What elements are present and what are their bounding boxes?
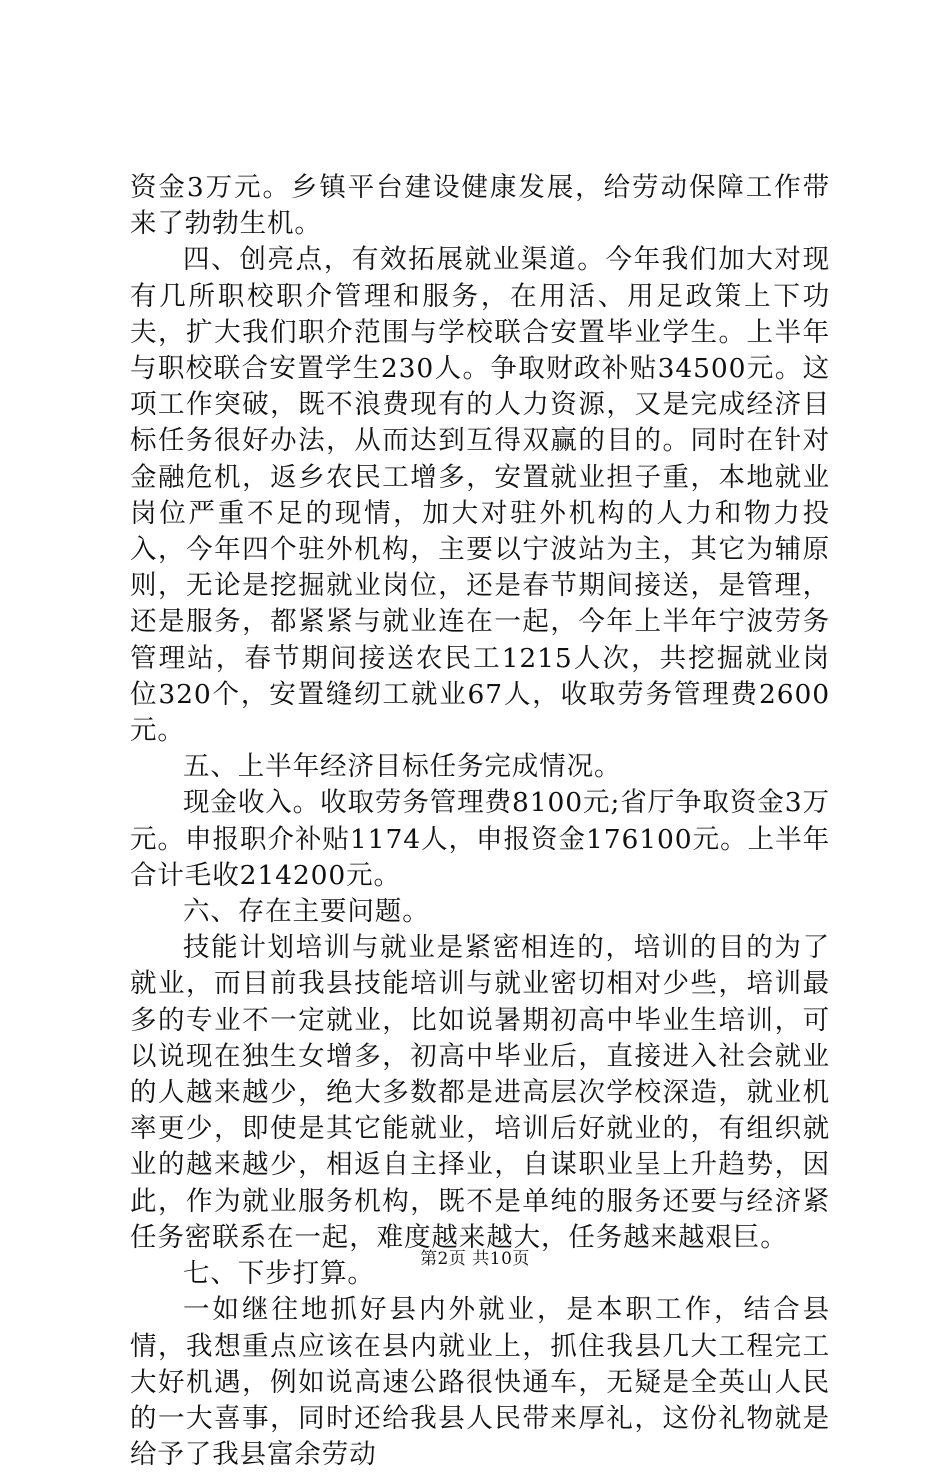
paragraph-4: 现金收入。收取劳务管理费8100元;省厅争取资金3万元。申报职介补贴1174人，申报资金176100元。上半年合计毛收214200元。 (130, 787, 830, 891)
paragraph-1: 资金3万元。乡镇平台建设健康发展，给劳动保障工作带来了勃勃生机。 (130, 172, 830, 240)
paragraph-2: 四、创亮点，有效拓展就业渠道。今年我们加大对现有几所职校职介管理和服务，在用活、用足政策上下功夫，扩大我们职介范围与学校联合安置毕业学生。上半年与职校联合安置学生230人。争取财政补贴34500元。这项工作突破，既不浪费现有的人力资源，又是完成经济目标任务很好办法，从而达到互得双赢的目的。同时在针对金融危机，返乡农民工增多，安置就业担子重，本地就业岗位严重不足的现情，加大对驻外机构的人力和物力投入，今年四个驻外机构，主要以宁波站为主，其它为辅原则，无论是挖掘就业岗位，还是春节期间接送，是管理，还是服务，都紧紧与就业连在一起，今年上半年宁波劳务管理站，春节期间接送农民工1215人次，共挖掘就业岗位320个，安置缝纫工就业67人，收取劳务管理费2600元。 (130, 244, 830, 747)
paragraph-8: 一如继往地抓好县内外就业，是本职工作，结合县情，我想重点应该在县内就业上，抓住我县几大工程完工大好机遇，例如说高速公路很快通车，无疑是全英山人民的一大喜事，同时还给我县人民带来厚礼，这份礼物就是给予了我县富余劳动 (130, 1294, 830, 1471)
paragraph-6: 技能计划培训与就业是紧密相连的，培训的目的为了就业，而目前我县技能培训与就业密切相对少些，培训最多的专业不一定就业，比如说暑期初高中毕业生培训，可以说现在独生女增多，初高中毕业后，直接进入社会就业的人越来越少，绝大多数都是进高层次学校深造，就业机率更少，即使是其它能就业，培训后好就业的，有组织就业的越来越少，相返自主择业，自谋职业呈上升趋势，因此，作为就业服务机构，既不是单纯的服务还要与经济紧任务密联系在一起，难度越来越大，任务越来越艰巨。 (130, 932, 830, 1253)
page-footer: 第2页 共10页 (420, 1249, 530, 1269)
paragraph-5: 六、存在主要问题。 (183, 896, 430, 928)
paragraph-7: 七、下步打算。 (183, 1258, 375, 1290)
document-body (130, 170, 830, 1473)
paragraph-3: 五、上半年经济目标任务完成情况。 (183, 751, 622, 783)
